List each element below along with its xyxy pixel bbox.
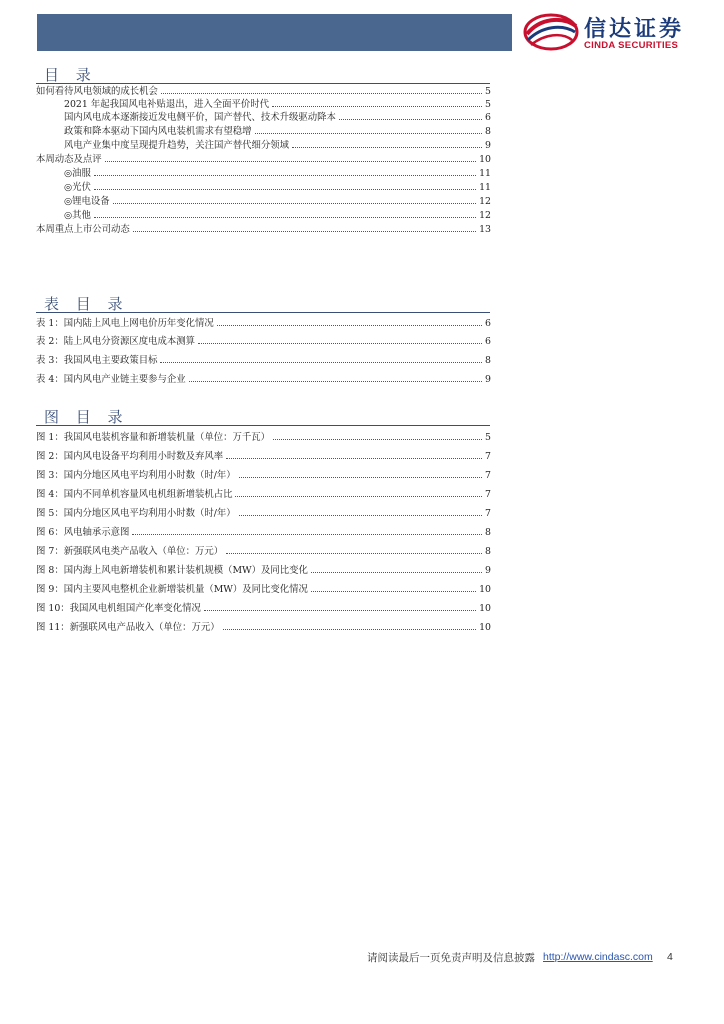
leader-dots xyxy=(239,507,482,516)
table-list-entry-page: 6 xyxy=(485,336,491,347)
leader-dots xyxy=(113,195,476,204)
leader-dots xyxy=(273,431,482,440)
table-list-entry[interactable] xyxy=(36,317,491,330)
figure-list-entry-text: 图 5：国内分地区风电平均利用小时数（时/年） xyxy=(36,508,236,519)
toc-entry-page: 11 xyxy=(479,182,491,193)
leader-dots xyxy=(161,85,482,94)
figure-list-entry-text: 图 10：我国风电机组国产化率变化情况 xyxy=(36,603,201,614)
toc-entry-page: 9 xyxy=(485,140,491,151)
figure-list-entry-text: 图 3：国内分地区风电平均利用小时数（时/年） xyxy=(36,470,236,481)
leader-dots xyxy=(198,335,482,344)
leader-dots xyxy=(235,488,482,497)
figure-list-entry-text: 图 6：风电轴承示意图 xyxy=(36,527,130,538)
leader-dots xyxy=(94,181,476,190)
figure-list-entry[interactable] xyxy=(36,602,491,615)
leader-dots xyxy=(239,469,482,478)
leader-dots xyxy=(189,373,482,382)
figure-list-entry-page: 7 xyxy=(485,470,491,481)
leader-dots xyxy=(311,583,476,592)
figure-list-entry-page: 7 xyxy=(485,451,491,462)
table-list-entry-text: 表 3：我国风电主要政策目标 xyxy=(36,355,158,366)
leader-dots xyxy=(226,545,482,554)
figure-list-entry[interactable] xyxy=(36,545,491,558)
figure-list-entry[interactable] xyxy=(36,450,491,463)
figure-list-entry-page: 10 xyxy=(479,622,491,633)
toc-entry-text: 国内风电成本逐渐接近发电侧平价，国产替代、技术升级驱动降本 xyxy=(64,112,336,123)
toc-entry-page: 11 xyxy=(479,168,491,179)
leader-dots xyxy=(94,209,476,218)
figure-list-entry[interactable] xyxy=(36,621,491,634)
figure-list-entry-text: 图 8：国内海上风电新增装机和累计装机规模（MW）及同比变化 xyxy=(36,565,308,576)
leader-dots xyxy=(226,450,482,459)
toc-entry[interactable] xyxy=(36,223,491,236)
toc-entry-text: ◎油服 xyxy=(64,168,91,179)
table-list-entry-text: 表 2：陆上风电分资源区度电成本测算 xyxy=(36,336,195,347)
toc-entry-page: 5 xyxy=(485,86,491,97)
logo-swirl-icon xyxy=(522,10,580,52)
figure-list-entry[interactable] xyxy=(36,507,491,520)
leader-dots xyxy=(223,621,476,630)
table-list-entry[interactable] xyxy=(36,354,491,367)
leader-dots xyxy=(255,125,483,134)
leader-dots xyxy=(94,167,476,176)
figure-list-entry-page: 7 xyxy=(485,489,491,500)
toc-entry-text: ◎锂电设备 xyxy=(64,196,110,207)
footer-disclaimer: 请阅读最后一页免责声明及信息披露 xyxy=(367,952,535,964)
leader-dots xyxy=(133,223,476,232)
toc-entry-text: ◎其他 xyxy=(64,210,91,221)
figure-list-entry-text: 图 2：国内风电设备平均利用小时数及弃风率 xyxy=(36,451,224,462)
figure-list-entry[interactable] xyxy=(36,469,491,482)
table-list-entry-page: 6 xyxy=(485,318,491,329)
toc-entry[interactable] xyxy=(64,195,491,208)
tables-list-divider xyxy=(36,312,490,313)
leader-dots xyxy=(311,564,482,573)
toc-entry-page: 8 xyxy=(485,126,491,137)
figure-list-entry-page: 10 xyxy=(479,584,491,595)
figure-list-entry-page: 8 xyxy=(485,527,491,538)
tables-list-title: 表 目 录 xyxy=(44,295,129,313)
figure-list-entry-text: 图 11：新强联风电产品收入（单位：万元） xyxy=(36,622,220,633)
figure-list-entry-page: 8 xyxy=(485,546,491,557)
figure-list-entry-page: 9 xyxy=(485,565,491,576)
table-list-entry-page: 9 xyxy=(485,374,491,385)
toc-entry-page: 12 xyxy=(479,210,491,221)
toc-entry[interactable] xyxy=(64,167,491,180)
header-bar xyxy=(37,14,512,51)
leader-dots xyxy=(272,98,482,107)
logo-chinese-name: 信达证券 xyxy=(584,17,685,42)
table-list-entry-text: 表 1：国内陆上风电上网电价历年变化情况 xyxy=(36,318,214,329)
figure-list-entry[interactable] xyxy=(36,488,491,501)
toc-title: 目 录 xyxy=(44,66,97,84)
table-list-entry[interactable] xyxy=(36,335,491,348)
toc-entry-text: 风电产业集中度呈现提升趋势，关注国产替代细分领域 xyxy=(64,140,290,151)
table-list-entry-text: 表 4：国内风电产业链主要参与企业 xyxy=(36,374,186,385)
toc-entry[interactable] xyxy=(36,85,491,98)
leader-dots xyxy=(160,354,482,363)
leader-dots xyxy=(339,111,482,120)
toc-entry[interactable] xyxy=(64,209,491,222)
toc-divider xyxy=(36,83,490,84)
toc-entry[interactable] xyxy=(36,153,491,166)
footer-website-link[interactable]: http://www.cindasc.com xyxy=(543,951,653,963)
figure-list-entry[interactable] xyxy=(36,583,491,596)
figure-list-entry-text: 图 7：新强联风电类产品收入（单位：万元） xyxy=(36,546,224,557)
table-list-entry-page: 8 xyxy=(485,355,491,366)
figure-list-entry[interactable] xyxy=(36,431,491,444)
figure-list-entry-text: 图 4：国内不同单机容量风电机组新增装机占比 xyxy=(36,489,233,500)
toc-entry-text: 本周重点上市公司动态 xyxy=(36,224,130,235)
figures-list-divider xyxy=(36,425,490,426)
toc-entry-text: 政策和降本驱动下国内风电装机需求有望稳增 xyxy=(64,126,252,137)
toc-entry[interactable] xyxy=(64,98,491,111)
toc-entry-page: 13 xyxy=(479,224,491,235)
toc-entry-text: 本周动态及点评 xyxy=(36,154,102,165)
leader-dots xyxy=(105,153,476,162)
toc-entry[interactable] xyxy=(64,181,491,194)
toc-entry-page: 5 xyxy=(485,99,491,110)
figure-list-entry-page: 10 xyxy=(479,603,491,614)
toc-entry-page: 12 xyxy=(479,196,491,207)
figure-list-entry[interactable] xyxy=(36,526,491,539)
leader-dots xyxy=(204,602,476,611)
toc-entry-text: 如何看待风电领域的成长机会 xyxy=(36,86,158,97)
table-list-entry[interactable] xyxy=(36,373,491,386)
figure-list-entry-text: 图 1：我国风电装机容量和新增装机量（单位：万千瓦） xyxy=(36,432,270,443)
figures-list-title: 图 目 录 xyxy=(44,408,129,426)
toc-entry-page: 6 xyxy=(485,112,491,123)
toc-entry-text: 2021 年起我国风电补贴退出，进入全面平价时代 xyxy=(64,99,269,110)
page-number: 4 xyxy=(667,951,673,963)
figure-list-entry-page: 7 xyxy=(485,508,491,519)
leader-dots xyxy=(292,139,482,148)
toc-entry[interactable] xyxy=(64,125,491,138)
toc-entry-page: 10 xyxy=(479,154,491,165)
figure-list-entry[interactable] xyxy=(36,564,491,577)
figure-list-entry-text: 图 9：国内主要风电整机企业新增装机量（MW）及同比变化情况 xyxy=(36,584,308,595)
logo-english-name: CINDA SECURITIES xyxy=(584,40,679,51)
leader-dots xyxy=(132,526,482,535)
toc-entry-text: ◎光伏 xyxy=(64,182,91,193)
toc-entry[interactable] xyxy=(64,139,491,152)
leader-dots xyxy=(217,317,482,326)
company-logo xyxy=(522,10,702,56)
toc-entry[interactable] xyxy=(64,111,491,124)
figure-list-entry-page: 5 xyxy=(485,432,491,443)
